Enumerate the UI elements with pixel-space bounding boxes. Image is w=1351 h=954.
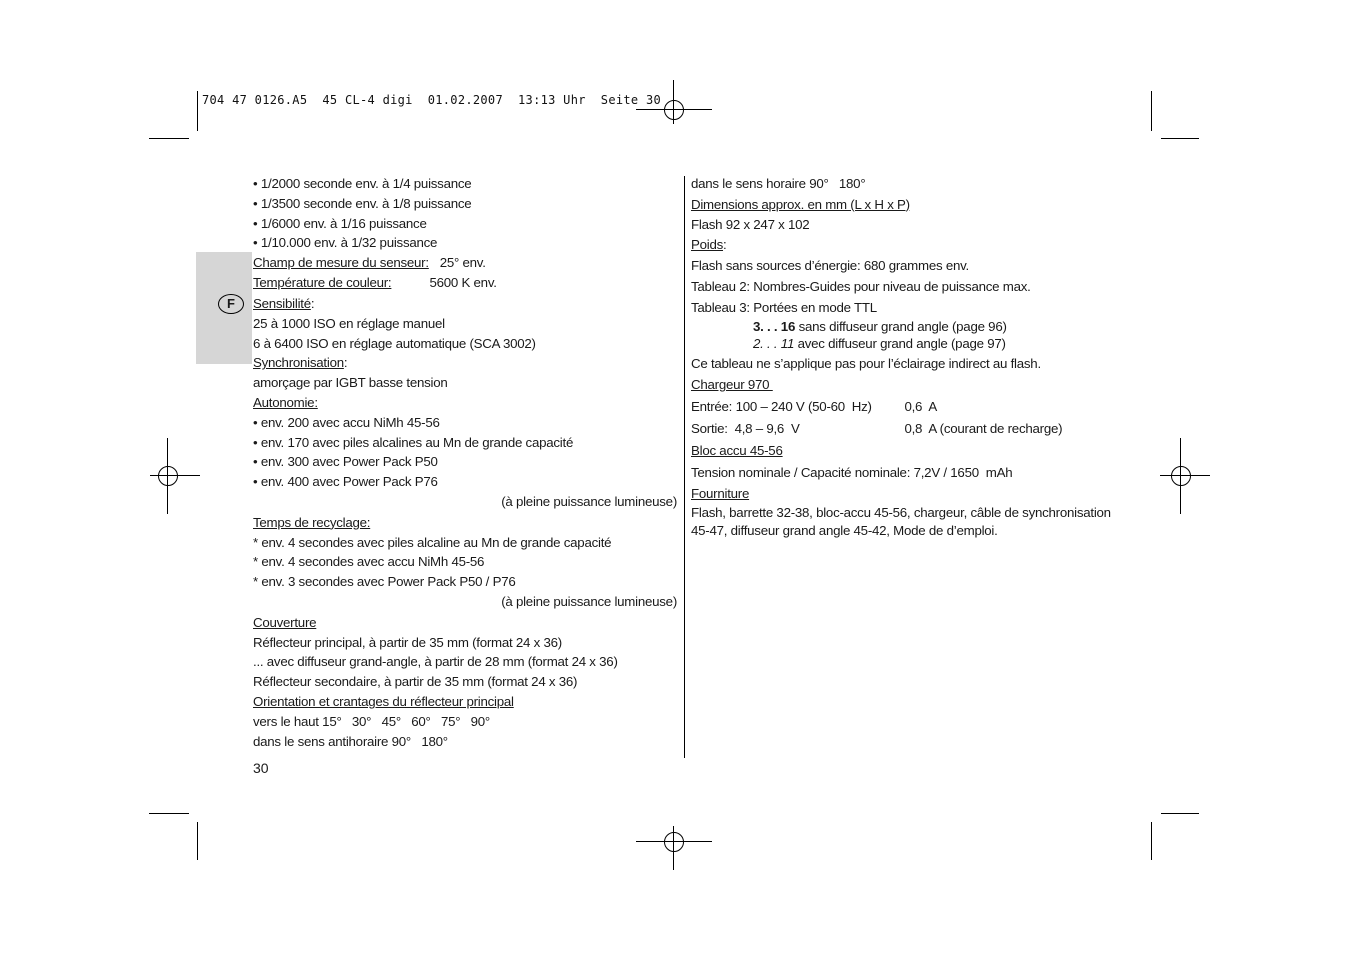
spec-line: • env. 300 avec Power Pack P50	[253, 454, 438, 470]
heading-poids: Poids	[691, 237, 724, 253]
range-text: avec diffuseur grand angle (page 97)	[797, 335, 1006, 351]
spec-row-champ	[253, 253, 677, 273]
spec-line: 25 à 1000 ISO en réglage manuel	[253, 315, 445, 331]
registration-mark	[1143, 438, 1219, 514]
spec-line: • env. 400 avec Power Pack P76	[253, 474, 438, 490]
page-number: 30	[253, 760, 269, 776]
language-badge: F	[218, 294, 244, 314]
spec-line: • 1/3500 seconde env. à 1/8 puissance	[253, 195, 472, 211]
right-column	[691, 174, 1131, 540]
spec-line: 45-47, diffuseur grand angle 45-42, Mode de d’emploi.	[691, 523, 998, 539]
spec-line: Flash, barrette 32-38, bloc-accu 45-56, chargeur, câble de synchronisation	[691, 505, 1111, 521]
colon: :	[343, 355, 348, 371]
registration-mark	[636, 72, 712, 148]
crop-mark	[1161, 138, 1199, 139]
heading-sync: Synchronisation	[253, 355, 344, 371]
heading-recyclage: Temps de recyclage:	[253, 514, 371, 530]
colon: :	[310, 295, 315, 311]
crop-mark	[197, 91, 198, 131]
spec-line: Réflecteur principal, à partir de 35 mm (format 24 x 36)	[253, 634, 562, 650]
spec-line: dans le sens antihoraire 90° 180°	[253, 733, 448, 749]
spec-note: (à pleine puissance lumineuse)	[501, 493, 677, 509]
spec-note: (à pleine puissance lumineuse)	[501, 593, 677, 609]
spec-line: Tableau 3: Portées en mode TTL	[691, 299, 877, 315]
value-temp: 5600 K env.	[429, 274, 497, 290]
heading-sens: Sensibilité	[253, 295, 311, 311]
crop-mark	[1161, 813, 1199, 814]
heading-orientation: Orientation et crantages du réflecteur principal	[253, 693, 514, 709]
spec-line: ... avec diffuseur grand-angle, à partir de 28 mm (format 24 x 36)	[253, 654, 618, 670]
spec-line: • 1/2000 seconde env. à 1/4 puissance	[253, 176, 472, 191]
spec-line: Réflecteur secondaire, à partir de 35 mm (format 24 x 36)	[253, 674, 578, 690]
left-column	[253, 174, 677, 751]
registration-mark	[130, 438, 206, 514]
colon: :	[723, 237, 727, 253]
heading-dimensions: Dimensions approx. en mm (L x H x P)	[691, 196, 910, 212]
heading-row-poids	[691, 235, 1131, 255]
range-text: sans diffuseur grand angle (page 96)	[798, 318, 1007, 334]
spec-line: Tension nominale / Capacité nominale: 7,2V / 1650 mAh	[691, 464, 1013, 480]
heading-temp: Température de couleur:	[253, 274, 392, 290]
label-entree: Entrée: 100 – 240 V (50-60 Hz)	[691, 399, 872, 415]
spec-line: Flash 92 x 247 x 102	[691, 216, 810, 232]
crop-mark	[149, 138, 189, 139]
spec-row-temp	[253, 273, 677, 293]
spec-line: • env. 200 avec accu NiMh 45-56	[253, 414, 440, 430]
spec-row-entree	[691, 397, 1131, 417]
table-ref-row	[691, 335, 1131, 352]
table-ref-row	[691, 318, 1131, 335]
crop-mark	[1151, 822, 1152, 860]
range-value: 3. . . 16	[753, 318, 796, 334]
spec-line: * env. 4 secondes avec piles alcaline au Mn de grande capacité	[253, 534, 612, 550]
spec-row-sortie	[691, 419, 1131, 439]
spec-line: vers le haut 15° 30° 45° 60° 75° 90°	[253, 713, 490, 729]
heading-champ: Champ de mesure du senseur:	[253, 255, 429, 271]
print-slug: 704 47 0126.A5 45 CL-4 digi 01.02.2007 13:13 Uhr Seite 30	[202, 93, 662, 107]
value-sortie: 0,8 A (courant de recharge)	[904, 420, 1063, 436]
spec-line: 6 à 6400 ISO en réglage automatique (SCA 3002)	[253, 335, 536, 351]
spec-line: * env. 3 secondes avec Power Pack P50 / P76	[253, 574, 516, 590]
spec-line: * env. 4 secondes avec accu NiMh 45-56	[253, 554, 485, 570]
spec-line: Flash sans sources d’énergie: 680 grammes env.	[691, 258, 969, 274]
spec-line: Ce tableau ne s’applique pas pour l’éclairage indirect au flash.	[691, 355, 1041, 371]
heading-chargeur: Chargeur 970	[691, 377, 773, 393]
heading-fourniture: Fourniture	[691, 486, 750, 502]
value-champ: 25° env.	[439, 255, 486, 271]
value-entree: 0,6 A	[904, 399, 937, 415]
spec-line: • env. 170 avec piles alcalines au Mn de grande capacité	[253, 434, 574, 450]
crop-mark	[149, 813, 189, 814]
crop-mark	[1151, 91, 1152, 131]
spec-line: Tableau 2: Nombres-Guides pour niveau de puissance max.	[691, 278, 1031, 294]
heading-row-sync	[253, 353, 677, 373]
heading-row-sens	[253, 294, 677, 314]
spec-line: • 1/10.000 env. à 1/32 puissance	[253, 235, 438, 251]
spec-line: dans le sens horaire 90° 180°	[691, 176, 866, 191]
heading-autonomie: Autonomie:	[253, 394, 318, 410]
spec-line: • 1/6000 env. à 1/16 puissance	[253, 215, 427, 231]
spec-line: amorçage par IGBT basse tension	[253, 375, 448, 391]
column-divider	[684, 176, 685, 758]
heading-couverture: Couverture	[253, 614, 317, 630]
label-sortie: Sortie: 4,8 – 9,6 V	[691, 420, 800, 436]
crop-mark	[197, 822, 198, 860]
range-value: 2. . . 11	[753, 335, 795, 351]
heading-bloc-accu: Bloc accu 45-56	[691, 442, 783, 458]
registration-mark	[636, 804, 712, 880]
